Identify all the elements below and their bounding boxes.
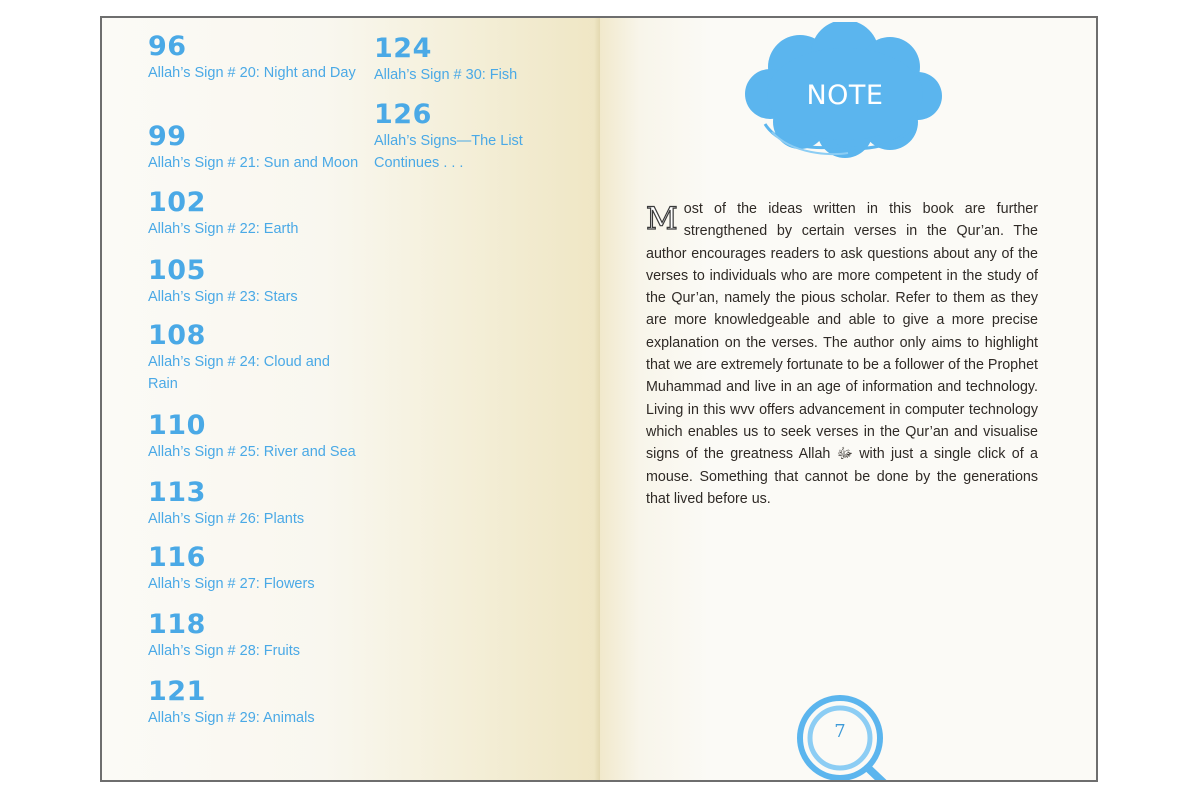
toc-title: Allah’s Sign # 25: River and Sea <box>148 444 356 460</box>
right-page <box>600 18 1098 780</box>
toc-entry <box>148 610 378 662</box>
toc-page-number: 121 <box>148 676 206 707</box>
toc-entry <box>374 34 604 86</box>
toc-entry <box>148 677 378 729</box>
left-page <box>102 18 600 780</box>
toc-entry <box>148 188 378 240</box>
toc-title: Allah’s Sign # 20: Night and Day <box>148 65 356 81</box>
drop-cap: M <box>646 201 678 237</box>
toc-page-number: 126 <box>374 99 432 130</box>
toc-page-number: 110 <box>148 410 206 441</box>
toc-entry <box>374 100 604 174</box>
book-spread <box>100 16 1098 782</box>
toc-title: Allah’s Sign # 21: Sun and Moon <box>148 155 359 171</box>
toc-page-number: 105 <box>148 255 206 286</box>
toc-entry <box>148 543 378 595</box>
toc-entry <box>148 32 378 84</box>
toc-page-number: 108 <box>148 320 206 351</box>
toc-title: Allah’s Sign # 30: Fish <box>374 67 518 83</box>
page-number: 7 <box>834 721 846 742</box>
toc-entry <box>148 478 378 530</box>
toc-entry <box>148 411 378 463</box>
note-body-text: ost of the ideas written in this book are further strengthened by certain verses in the Qur’an. The author encourages readers to ask questions about any of the verses to individuals who are more competent in the study of the Qur’an, namely the pious scholar. Refer to them as they are more knowledgeable and able to give a more precise explanation on the verses. The author only aims to highlight that we are extremely fortunate to be a follower of the Prophet Muhammad and live in an age of information and technology. Living in this wvv offers advancement in computer technology which enables us to seek verses in the Qur’an and visualise signs of the greatness Allah ﷻ with just a single click of a mouse. Something that cannot be done by the generations that lived before us. <box>646 201 1038 507</box>
toc-title: Allah’s Sign # 24: Cloud and Rain <box>148 354 330 392</box>
toc-page-number: 124 <box>374 33 432 64</box>
toc-entry <box>148 321 378 395</box>
toc-title: Allah’s Signs—The List Continues . . . <box>374 133 523 171</box>
toc-title: Allah’s Sign # 22: Earth <box>148 221 299 237</box>
note-heading: NOTE <box>806 80 884 111</box>
page-number-marker <box>795 693 895 782</box>
note-paragraph <box>646 198 1038 510</box>
toc-page-number: 102 <box>148 187 206 218</box>
toc-title: Allah’s Sign # 26: Plants <box>148 511 305 527</box>
toc-page-number: 118 <box>148 609 206 640</box>
toc-page-number: 113 <box>148 477 206 508</box>
toc-page-number: 96 <box>148 31 187 62</box>
toc-entry <box>148 256 378 308</box>
toc-title: Allah’s Sign # 28: Fruits <box>148 643 301 659</box>
toc-page-number: 116 <box>148 542 206 573</box>
note-badge <box>740 22 950 162</box>
toc-title: Allah’s Sign # 23: Stars <box>148 289 298 305</box>
toc-entry <box>148 122 378 174</box>
toc-page-number: 99 <box>148 121 187 152</box>
toc-title: Allah’s Sign # 29: Animals <box>148 710 315 726</box>
toc-title: Allah’s Sign # 27: Flowers <box>148 576 315 592</box>
